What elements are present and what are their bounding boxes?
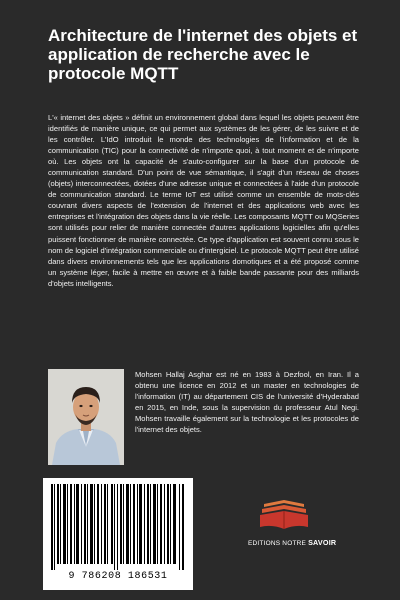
author-biography: Mohsen Hallaj Asghar est né en 1983 à Dezfool, en Iran. Il a obtenu une licence en 2012 et un master en technologies de l'information (IT) au département CIS de l'université d'Hyderabad en 2015, en Inde, sous la supervision du professeur Atul Negi. Mohsen travaille également sur la technologie et les protocoles de l'internet des objets. bbox=[135, 370, 359, 435]
isbn-barcode bbox=[43, 478, 193, 590]
book-title: Architecture de l'internet des objets et application de recherche avec le protocole MQTT bbox=[48, 26, 358, 83]
isbn-number: 9 786208 186531 bbox=[68, 571, 168, 582]
author-photo bbox=[48, 369, 124, 465]
publisher-name bbox=[248, 538, 358, 547]
author-portrait-icon bbox=[48, 369, 124, 465]
publisher-book-logo-icon bbox=[258, 496, 310, 532]
publisher-name-emphasis: SAVOIR bbox=[308, 538, 337, 547]
book-summary: L'« internet des objets » définit un environnement global dans lequel les objets peuvent être identifiés de manière unique, ce qui permet aux systèmes de les gérer, de les suivre et de les contrôler. L'IdO introduit le monde des technologies de l'information et de la communication (TIC) pour la connectivité de n'importe quoi, à tout moment et de n'importe où. Les objets ont la capacité de s'auto-configurer sur la base d'un protocole de communication standard. D'un point de vue sémantique, il s'agit d'un réseau de choses (objets) interconnectées, dotées d'une adresse unique et connectées à l'aide d'un protocole de communication standard. Le terme IoT est utilisé comme un ensemble de mots-clés couvrant divers aspects de l'extension de l'internet et des applications web avec les entreprises et l'intégration des objets dans la vie réelle. Les composants MQTT ou MQSeries sont utilisés pour relier de manière connectée d'autres applications logicielles afin qu'elles puissent fonctionner de manière connectée. Ce type d'application est souvent connu sous le nom de logiciel d'intégration commerciale ou d'intergiciel. Le protocole MQTT peut être utilisé dans divers environnements tels que les applications domotiques et a été proposé comme un système léger, facile à mettre en œuvre et à faible bande passante pour des milliards d'objets intelligents. bbox=[48, 113, 359, 288]
publisher-name-prefix: EDITIONS NOTRE bbox=[248, 540, 309, 547]
barcode-icon bbox=[51, 484, 185, 570]
